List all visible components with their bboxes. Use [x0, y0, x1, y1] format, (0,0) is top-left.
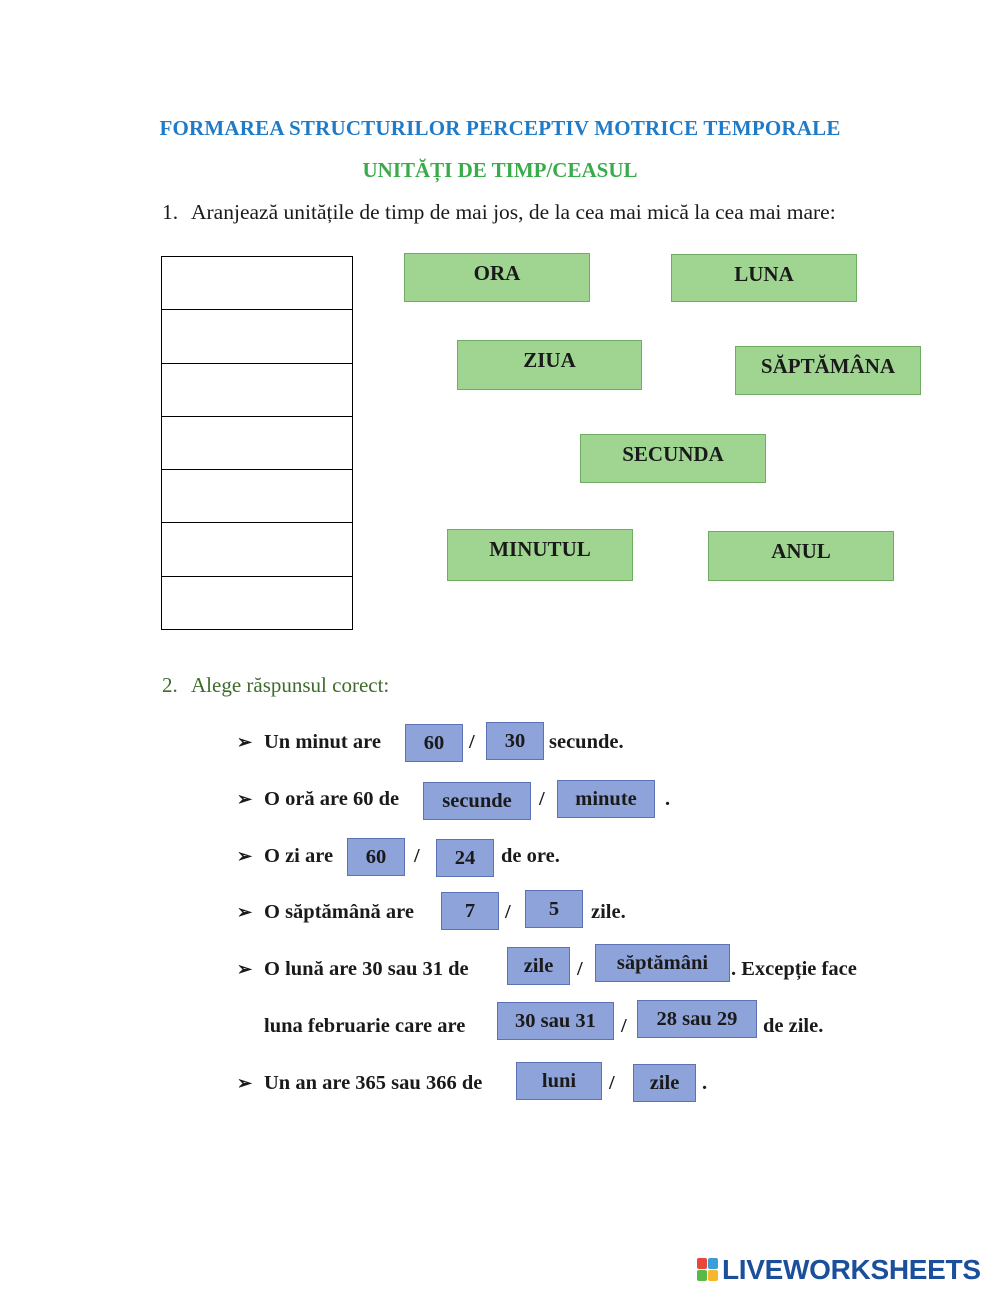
question-prefix: luna februarie care are	[264, 1015, 466, 1037]
question-prefix: O zi are	[264, 845, 334, 867]
question-row	[237, 1006, 937, 1046]
exercise1-instruction	[162, 200, 836, 225]
exercise1-text: Aranjează unitățile de timp de mai jos, de la cea mai mică la cea mai mare:	[191, 200, 836, 224]
separator: /	[469, 731, 475, 753]
question-suffix: secunde.	[549, 731, 624, 753]
card-anul[interactable]: ANUL	[708, 531, 894, 581]
choice-button[interactable]: 60	[405, 724, 463, 762]
answer-column	[161, 256, 353, 630]
drop-slot[interactable]	[162, 364, 352, 417]
exercise2-instruction	[162, 673, 389, 698]
bullet-arrow-icon: ➢	[237, 846, 253, 866]
card-ora[interactable]: ORA	[404, 253, 590, 302]
drop-slot[interactable]	[162, 417, 352, 470]
choice-button[interactable]: zile	[633, 1064, 696, 1102]
choice-button[interactable]: minute	[557, 780, 655, 818]
separator: /	[505, 901, 511, 923]
drop-slot[interactable]	[162, 310, 352, 363]
choice-button[interactable]: luni	[516, 1062, 602, 1100]
page-title: FORMAREA STRUCTURILOR PERCEPTIV MOTRICE TEMPORALE	[159, 116, 841, 140]
card-saptamana[interactable]: SĂPTĂMÂNA	[735, 346, 921, 395]
question-suffix: de ore.	[501, 845, 560, 867]
drop-slot[interactable]	[162, 257, 352, 310]
choice-button[interactable]: 5	[525, 890, 583, 928]
question-row	[237, 779, 937, 819]
choice-button[interactable]: săptămâni	[595, 944, 730, 982]
logo-text: LIVEWORKSHEETS	[722, 1254, 981, 1285]
choice-button[interactable]: 24	[436, 839, 494, 877]
question-suffix: zile.	[591, 901, 626, 923]
question-prefix: Un minut are	[264, 731, 381, 753]
choice-button[interactable]: 28 sau 29	[637, 1000, 757, 1038]
question-row	[237, 949, 937, 989]
card-secunda[interactable]: SECUNDA	[580, 434, 766, 483]
choice-button[interactable]: zile	[507, 947, 570, 985]
question-suffix: .	[665, 788, 671, 810]
choice-button[interactable]: 30	[486, 722, 544, 760]
choice-button[interactable]: 30 sau 31	[497, 1002, 614, 1040]
bullet-arrow-icon: ➢	[237, 789, 253, 809]
bullet-arrow-icon: ➢	[237, 959, 253, 979]
question-suffix: de zile.	[763, 1015, 824, 1037]
card-luna[interactable]: LUNA	[671, 254, 857, 302]
question-prefix: Un an are 365 sau 366 de	[264, 1072, 483, 1094]
separator: /	[414, 845, 420, 867]
separator: /	[621, 1015, 627, 1037]
question-row	[237, 722, 937, 762]
question-prefix: O săptămână are	[264, 901, 414, 923]
question-row	[237, 836, 937, 876]
question-suffix: . Excepție face	[731, 958, 857, 980]
separator: /	[539, 788, 545, 810]
exercise2-number: 2.	[162, 673, 178, 697]
drop-slot[interactable]	[162, 470, 352, 523]
choice-button[interactable]: 7	[441, 892, 499, 930]
question-prefix: O oră are 60 de	[264, 788, 400, 810]
bullet-arrow-icon: ➢	[237, 1073, 253, 1093]
question-prefix: O lună are 30 sau 31 de	[264, 958, 469, 980]
drop-slot[interactable]	[162, 523, 352, 576]
exercise1-number: 1.	[162, 200, 179, 224]
choice-button[interactable]: 60	[347, 838, 405, 876]
liveworksheets-logo	[697, 1254, 981, 1286]
bullet-arrow-icon: ➢	[237, 902, 253, 922]
liveworksheets-logo-icon	[697, 1258, 719, 1282]
exercise2-text: Alege răspunsul corect:	[191, 673, 390, 697]
bullet-arrow-icon: ➢	[237, 732, 253, 752]
card-minutul[interactable]: MINUTUL	[447, 529, 633, 581]
separator: /	[577, 958, 583, 980]
drop-slot[interactable]	[162, 577, 352, 630]
separator: /	[609, 1072, 615, 1094]
page-subtitle: UNITĂȚI DE TIMP/CEASUL	[362, 158, 638, 182]
question-suffix: .	[702, 1072, 708, 1094]
choice-button[interactable]: secunde	[423, 782, 531, 820]
question-row	[237, 892, 937, 932]
question-row	[237, 1063, 937, 1103]
card-ziua[interactable]: ZIUA	[457, 340, 642, 390]
